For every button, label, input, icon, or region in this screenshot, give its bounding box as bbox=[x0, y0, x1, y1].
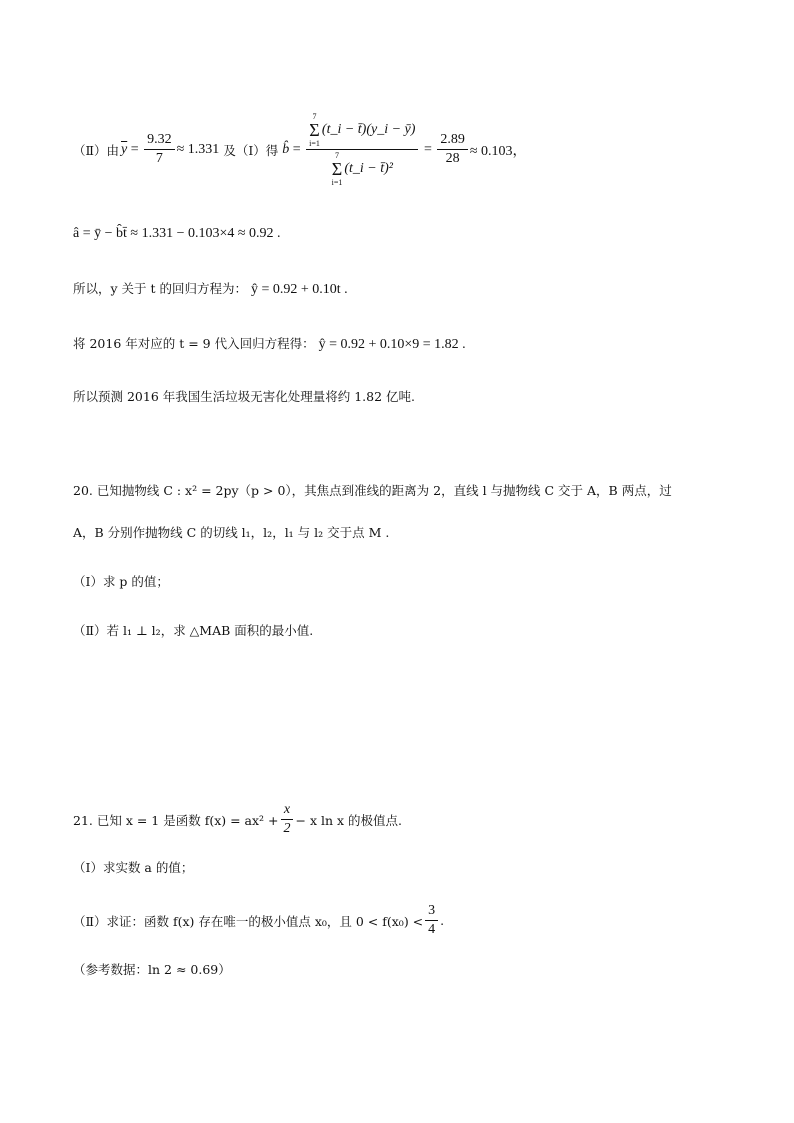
ybar-denominator: 7 bbox=[155, 151, 163, 166]
q21-fraction bbox=[281, 802, 294, 837]
q20-stem-line2: A，B 分别作抛物线 C 的切线 l₁，l₂，l₁ 与 l₂ 交于点 M . bbox=[73, 525, 390, 540]
regression-text: 所以，y 关于 t 的回归方程为： bbox=[73, 281, 248, 296]
substitution-text: 将 2016 年对应的 t = 9 代入回归方程得： bbox=[73, 336, 315, 351]
b-hat-line bbox=[73, 112, 527, 187]
q21-part2-end: . bbox=[440, 913, 445, 928]
ybar-value: ≈ 1.331 bbox=[176, 141, 220, 157]
equals-sign-2: = bbox=[289, 141, 305, 157]
ybar-numerator: 9.32 bbox=[144, 132, 175, 150]
q21-lead: 21. 已知 x = 1 是函数 f(x) = ax² + bbox=[73, 812, 279, 828]
ybar-fraction bbox=[144, 132, 175, 167]
part2-label: （Ⅱ）由 bbox=[73, 142, 119, 158]
b-value-fraction bbox=[437, 132, 468, 167]
b-hat-numerator bbox=[306, 112, 418, 150]
ybar-symbol: $\overline{y}$ bbox=[121, 141, 128, 157]
regression-equation: ŷ = 0.92 + 0.10t . bbox=[251, 282, 348, 297]
b-value: ≈ 0.103， bbox=[469, 143, 527, 159]
and-from-text: 及（Ⅰ）得 bbox=[223, 142, 279, 158]
regression-line bbox=[73, 279, 348, 298]
substitution-equation: ŷ = 0.92 + 0.10×9 = 1.82 . bbox=[318, 337, 466, 352]
b-hat-symbol: b̂ bbox=[282, 141, 290, 157]
q21-part2-lead: （Ⅱ）求证：函数 f(x) 存在唯一的极小值点 x₀，且 0 < f(x₀) < bbox=[73, 913, 424, 929]
equals-sign: = bbox=[127, 141, 143, 157]
q21-part2-fraction bbox=[425, 903, 438, 938]
substitution-line bbox=[73, 334, 466, 353]
q21-fraction-num: x bbox=[281, 802, 293, 820]
q21-fraction-den: 2 bbox=[283, 821, 291, 836]
q20-part1: （Ⅰ）求 p 的值； bbox=[73, 574, 169, 589]
equals-sign-3: = bbox=[420, 141, 436, 157]
b-value-numerator: 2.89 bbox=[437, 132, 468, 150]
sum-sign-bottom: 7 Σ i=1 bbox=[331, 151, 343, 187]
q20-part2: （Ⅱ）若 l₁ ⊥ l₂，求 △MAB 面积的最小值. bbox=[73, 623, 314, 638]
b-den-expression: (t_i − t̄)² bbox=[344, 161, 393, 176]
q20-stem-line1: 20. 已知抛物线 C : x² = 2py（p > 0），其焦点到准线的距离为 2，直线 l 与抛物线 C 交于 A，B 两点，过 bbox=[73, 483, 672, 498]
sum-sign-top: 7 Σ i=1 bbox=[309, 112, 320, 148]
q21-part2 bbox=[73, 903, 444, 938]
q21-part2-fraction-num: 3 bbox=[425, 903, 438, 921]
b-num-expression: (t_i − t̄)(y_i − ȳ) bbox=[321, 122, 416, 137]
prediction-conclusion: 所以预测 2016 年我国生活垃圾无害化处理量将约 1.82 亿吨. bbox=[73, 389, 416, 404]
q21-part1: （Ⅰ）求实数 a 的值； bbox=[73, 860, 194, 875]
reference-data: （参考数据：ln 2 ≈ 0.69） bbox=[73, 962, 231, 977]
q21-part2-fraction-den: 4 bbox=[428, 922, 436, 937]
b-hat-denominator bbox=[329, 150, 396, 187]
b-hat-fraction bbox=[306, 112, 418, 187]
a-hat-equation: â = ȳ − b̂t̄ ≈ 1.331 − 0.103×4 ≈ 0.92 . bbox=[73, 226, 281, 241]
b-value-denominator: 28 bbox=[445, 151, 460, 166]
q21-tail: − x ln x 的极值点. bbox=[295, 812, 403, 828]
q21-stem bbox=[73, 802, 402, 837]
